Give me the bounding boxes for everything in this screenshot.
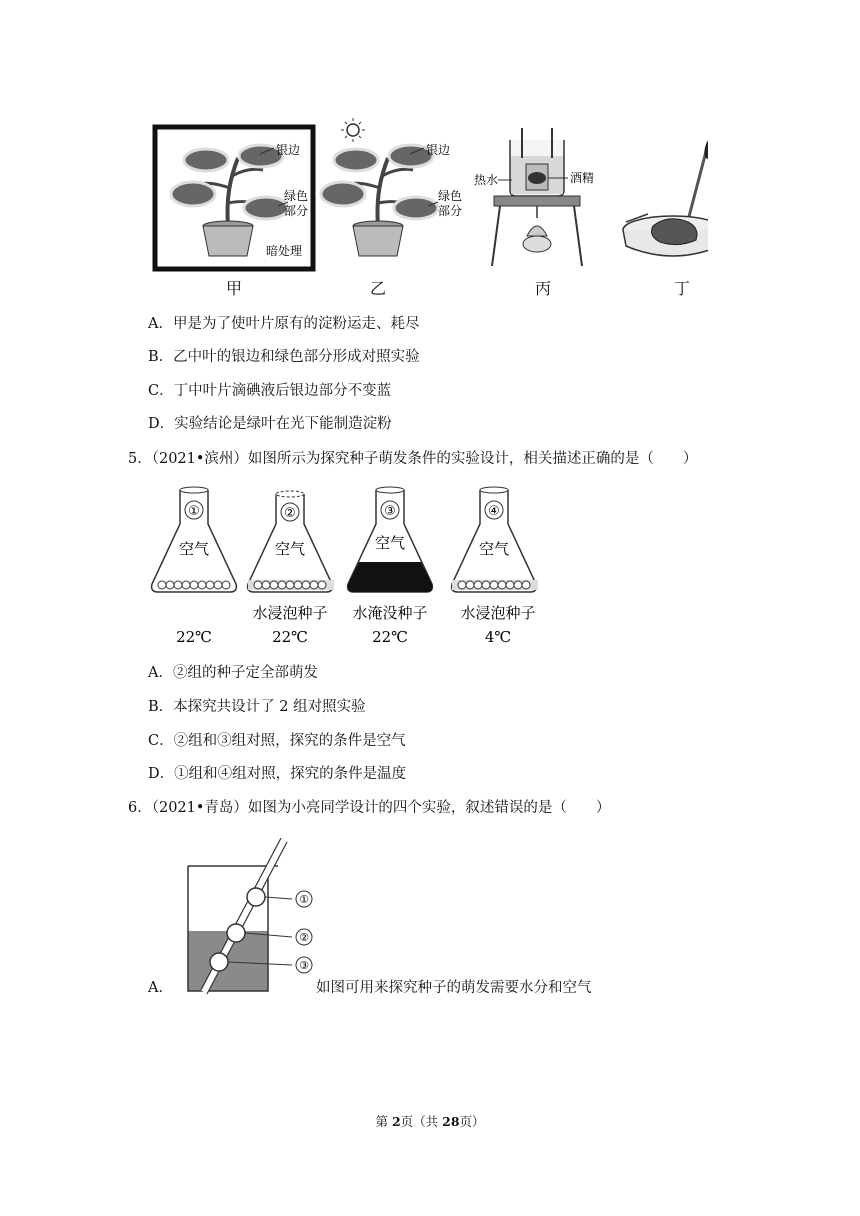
panel-ding-petri bbox=[623, 136, 708, 256]
flask-3 bbox=[348, 487, 433, 646]
jia-callout-green-1: 绿色 bbox=[284, 189, 309, 203]
footer-mid: 页（共 bbox=[400, 1114, 443, 1129]
flask-3-caption: 水淹没种子 bbox=[352, 604, 428, 622]
flask-2-caption: 水浸泡种子 bbox=[252, 604, 328, 622]
flask-2-number: ② bbox=[284, 506, 296, 521]
yi-callout-green-2: 部分 bbox=[438, 204, 463, 218]
figure-label-jia: 甲 bbox=[225, 279, 242, 298]
flask-1 bbox=[152, 487, 237, 646]
q5-option-c: C．②组和③组对照，探究的条件是空气 bbox=[148, 733, 406, 749]
sun-icon bbox=[341, 118, 365, 142]
q4-option-d: D．实验结论是绿叶在光下能制造淀粉 bbox=[148, 416, 392, 432]
flask-2-temp: 22℃ bbox=[272, 628, 308, 646]
flask-1-temp: 22℃ bbox=[176, 628, 212, 646]
flask-1-number: ① bbox=[188, 504, 200, 519]
flask-4-caption: 水浸泡种子 bbox=[460, 604, 536, 622]
bing-callout-hotwater: 热水 bbox=[474, 173, 499, 187]
footer-page-number: 2 bbox=[391, 1114, 401, 1129]
page-footer bbox=[0, 1112, 860, 1130]
panel-jia-plant bbox=[155, 127, 313, 269]
figure-label-ding: 丁 bbox=[673, 279, 690, 298]
q6-stem: 6．（2021•青岛）如图为小亮同学设计的四个实验，叙述错误的是（ ） bbox=[128, 800, 611, 816]
flask-2 bbox=[248, 491, 334, 646]
yi-callout-green-1: 绿色 bbox=[438, 189, 463, 203]
yi-callout-yinbian: 银边 bbox=[426, 143, 451, 157]
q5-option-a: A．②组的种子定全部萌发 bbox=[148, 665, 318, 681]
q5-stem: 5．（2021•滨州）如图所示为探究种子萌发条件的实验设计，相关描述正确的是（ ） bbox=[128, 451, 698, 467]
q4-option-c: C．丁中叶片滴碘液后银边部分不变蓝 bbox=[148, 383, 392, 399]
flask-4 bbox=[452, 487, 538, 646]
footer-pre: 第 bbox=[375, 1114, 392, 1129]
flask-3-air: 空气 bbox=[374, 534, 406, 552]
flask-4-air: 空气 bbox=[478, 540, 510, 558]
q6-figure bbox=[184, 838, 324, 998]
q6-marker-2: ② bbox=[299, 931, 309, 944]
panel-bing-waterbath bbox=[474, 128, 594, 266]
q5-option-d: D．①组和④组对照，探究的条件是温度 bbox=[148, 766, 407, 782]
q5-option-b: B．本探究共设计了 2 组对照实验 bbox=[148, 699, 366, 715]
footer-total-pages: 28 bbox=[442, 1114, 460, 1129]
jia-callout-yinbian: 银边 bbox=[276, 143, 301, 157]
q4-option-a: A．甲是为了使叶片原有的淀粉运走、耗尽 bbox=[148, 316, 420, 332]
q6-option-a-text: 如图可用来探究种子的萌发需要水分和空气 bbox=[316, 980, 592, 996]
figure-label-bing: 丙 bbox=[534, 279, 551, 298]
q6-marker-3: ③ bbox=[299, 959, 309, 972]
q4-option-b: B．乙中叶的银边和绿色部分形成对照实验 bbox=[148, 349, 420, 365]
flask-3-number: ③ bbox=[384, 504, 396, 519]
flask-1-air: 空气 bbox=[178, 540, 210, 558]
flask-4-temp: 4℃ bbox=[484, 628, 512, 646]
flask-4-number: ④ bbox=[488, 504, 500, 519]
bing-callout-alcohol: 酒精 bbox=[570, 171, 595, 185]
jia-callout-green-2: 部分 bbox=[284, 204, 309, 218]
flask-2-air: 空气 bbox=[274, 540, 306, 558]
jia-callout-dark: 暗处理 bbox=[266, 244, 303, 258]
q6-marker-1: ① bbox=[299, 893, 309, 906]
figure-label-yi: 乙 bbox=[369, 279, 386, 298]
flask-3-temp: 22℃ bbox=[372, 628, 408, 646]
panel-yi-plant bbox=[321, 118, 462, 256]
q5-figure bbox=[140, 484, 560, 654]
q6-option-a-letter: A． bbox=[148, 980, 173, 996]
footer-post: 页） bbox=[459, 1114, 485, 1129]
q4-figure bbox=[148, 118, 708, 278]
